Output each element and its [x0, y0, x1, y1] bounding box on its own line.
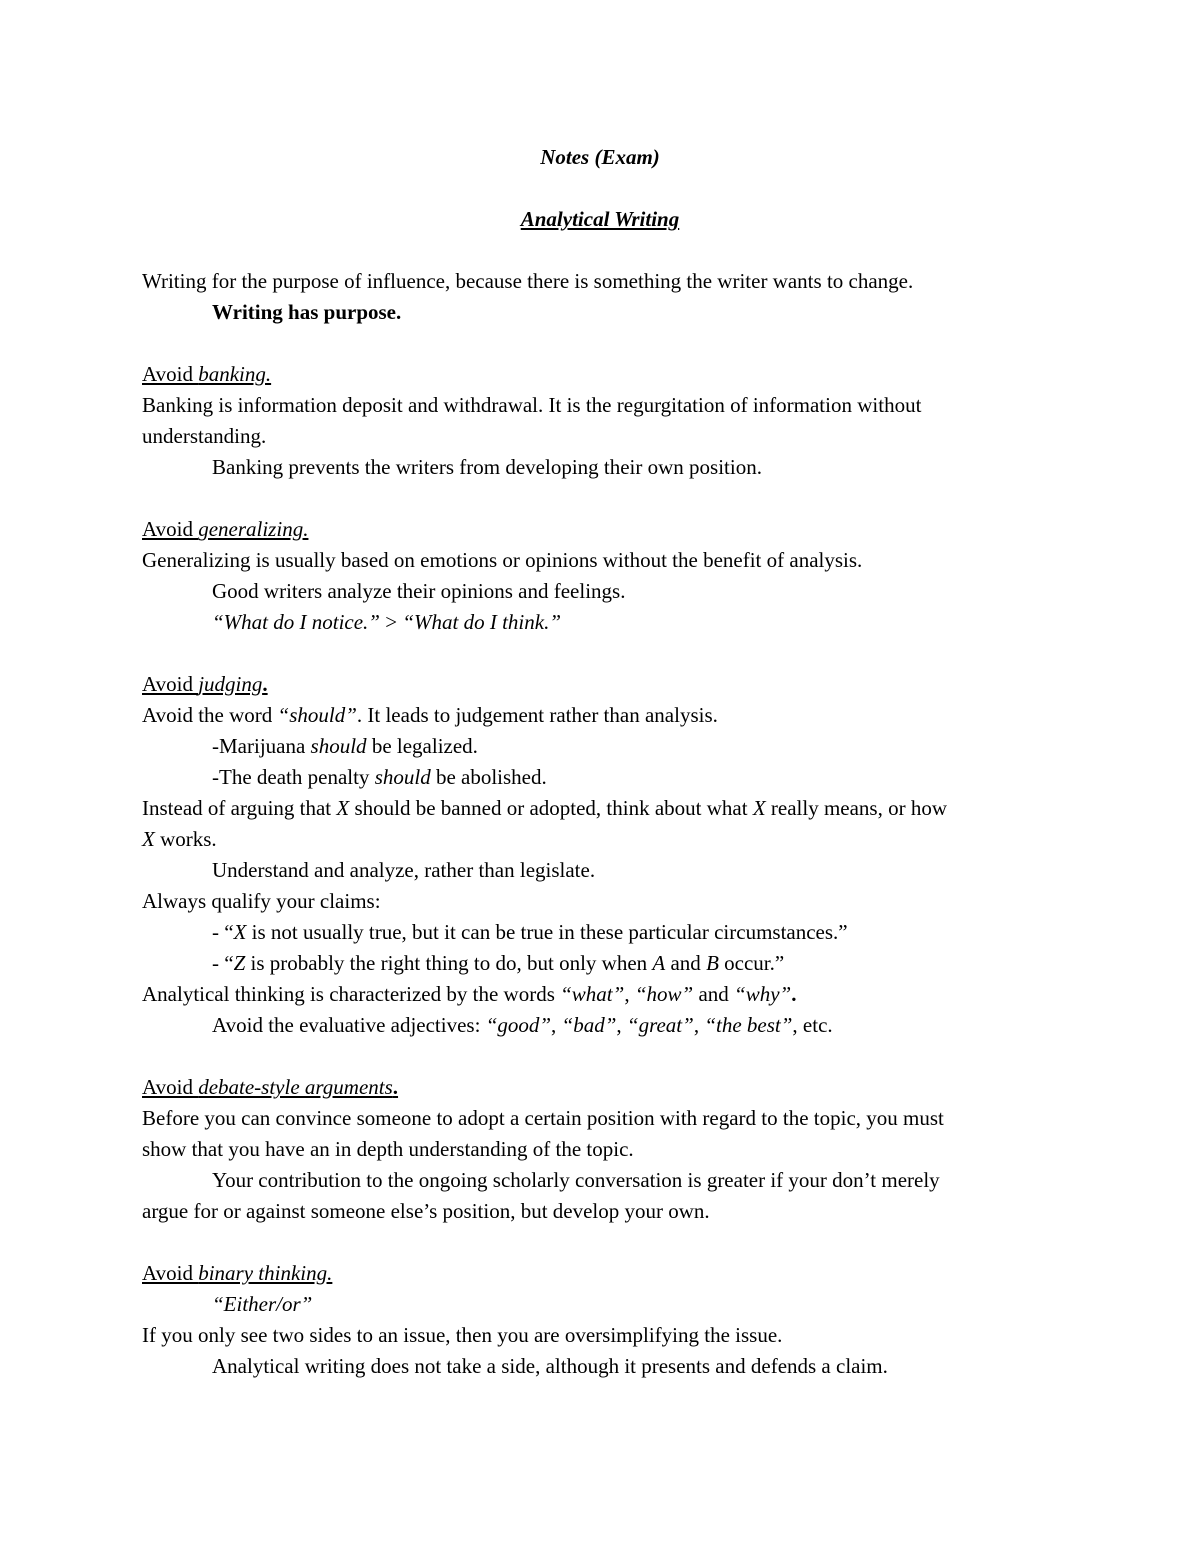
- banking-line: Banking prevents the writers from developing their own position.: [212, 455, 762, 479]
- emphasis-span: should: [310, 734, 367, 758]
- text-span: really means, or how: [765, 796, 948, 820]
- heading-dot: .: [392, 1075, 399, 1099]
- judging-line: [142, 701, 1062, 729]
- text-span: ,: [693, 1013, 705, 1037]
- text-span: occur.”: [718, 951, 785, 975]
- debate-line: Your contribution to the ongoing scholarly conversation is greater if your don’t merely: [212, 1168, 940, 1192]
- emphasis-span: “what”: [560, 982, 625, 1006]
- judging-line: Always qualify your claims:: [142, 889, 381, 913]
- generalizing-quote-line: [212, 608, 1132, 636]
- variable-span: X: [233, 920, 247, 944]
- variable-span: A: [652, 951, 666, 975]
- heading-term: judging: [198, 672, 263, 696]
- text-span: Avoid the word: [142, 703, 278, 727]
- variable-span: X: [142, 827, 155, 851]
- judging-qualifier: [212, 949, 1132, 977]
- emphasis-span: “should”: [277, 703, 357, 727]
- heading-term: binary thinking.: [198, 1261, 333, 1285]
- judging-line: [142, 980, 1062, 1008]
- heading-avoid: Avoid: [142, 1261, 199, 1285]
- text-span: and: [665, 951, 707, 975]
- generalizing-line: Generalizing is usually based on emotions or opinions without the benefit of analysis.: [142, 548, 863, 572]
- text-span: should be banned or adopted, think about what: [349, 796, 753, 820]
- intro-line: Writing for the purpose of influence, because there is something the writer wants to change.: [142, 269, 914, 293]
- emphasis-span: “bad”: [561, 1013, 617, 1037]
- heading-term: generalizing.: [198, 517, 309, 541]
- binary-line: If you only see two sides to an issue, then you are oversimplifying the issue.: [142, 1323, 783, 1347]
- text-span: Avoid the evaluative adjectives:: [212, 1013, 486, 1037]
- judging-line: [142, 825, 1062, 853]
- text-span: .: [791, 982, 797, 1006]
- text-span: Instead of arguing that: [142, 796, 337, 820]
- heading-judging: [142, 670, 1062, 698]
- text-span: ,: [616, 1013, 627, 1037]
- variable-span: X: [336, 796, 350, 820]
- heading-avoid: Avoid: [142, 672, 199, 696]
- page-title: Notes (Exam): [540, 145, 660, 169]
- debate-line: show that you have an in depth understanding of the topic.: [142, 1137, 634, 1161]
- emphasis-span: “good”: [485, 1013, 552, 1037]
- judging-qualifier: [212, 918, 1132, 946]
- binary-quote: “Either/or”: [212, 1292, 313, 1316]
- text-span: Analytical thinking is characterized by the words: [142, 982, 561, 1006]
- heading-generalizing: [142, 515, 1062, 543]
- generalizing-line: Good writers analyze their opinions and feelings.: [212, 579, 626, 603]
- text-span: . It leads to judgement rather than analysis.: [356, 703, 718, 727]
- heading-term: debate-style arguments: [198, 1075, 393, 1099]
- text-span: , etc.: [792, 1013, 833, 1037]
- text-span: - “: [212, 951, 234, 975]
- heading-term: banking.: [198, 362, 272, 386]
- binary-line: Analytical writing does not take a side, although it presents and defends a claim.: [212, 1354, 888, 1378]
- text-span: be legalized.: [366, 734, 478, 758]
- page-subtitle: Analytical Writing: [520, 207, 680, 231]
- judging-line: Understand and analyze, rather than legislate.: [212, 858, 596, 882]
- debate-line: argue for or against someone else’s position, but develop your own.: [142, 1199, 710, 1223]
- variable-span: X: [752, 796, 766, 820]
- emphasis-span: “the best”: [704, 1013, 793, 1037]
- text-span: - “: [212, 920, 234, 944]
- quote-text: “What do I think.”: [402, 610, 562, 634]
- heading-avoid: Avoid: [142, 362, 199, 386]
- heading-binary: [142, 1259, 1062, 1287]
- text-span: -The death penalty: [212, 765, 375, 789]
- emphasis-span: “how”: [634, 982, 694, 1006]
- banking-line: understanding.: [142, 424, 267, 448]
- judging-example: [212, 732, 1132, 760]
- heading-avoid: Avoid: [142, 1075, 199, 1099]
- heading-avoid: Avoid: [142, 517, 199, 541]
- text-span: and: [693, 982, 735, 1006]
- variable-span: B: [706, 951, 719, 975]
- text-span: works.: [154, 827, 217, 851]
- heading-dot: .: [262, 672, 268, 696]
- debate-line: Before you can convince someone to adopt a certain position with regard to the topic, you must: [142, 1106, 944, 1130]
- judging-example: [212, 763, 1132, 791]
- emphasis-span: “why”: [734, 982, 792, 1006]
- text-span: be abolished.: [430, 765, 547, 789]
- banking-line: Banking is information deposit and withdrawal. It is the regurgitation of information without: [142, 393, 922, 417]
- heading-debate: [142, 1073, 1062, 1101]
- quote-text: “What do I notice.”: [212, 610, 380, 634]
- emphasis-span: should: [374, 765, 431, 789]
- judging-line: [142, 794, 1062, 822]
- heading-banking: [142, 360, 1062, 388]
- text-span: -Marijuana: [212, 734, 311, 758]
- text-span: is probably the right thing to do, but only when: [245, 951, 653, 975]
- intro-emphasis: Writing has purpose.: [212, 300, 402, 324]
- text-span: is not usually true, but it can be true in these particular circumstances.”: [246, 920, 848, 944]
- text-span: ,: [624, 982, 635, 1006]
- emphasis-span: “great”: [626, 1013, 694, 1037]
- judging-line: [212, 1011, 1132, 1039]
- text-span: ,: [551, 1013, 562, 1037]
- separator-text: >: [380, 610, 403, 634]
- variable-span: Z: [233, 951, 246, 975]
